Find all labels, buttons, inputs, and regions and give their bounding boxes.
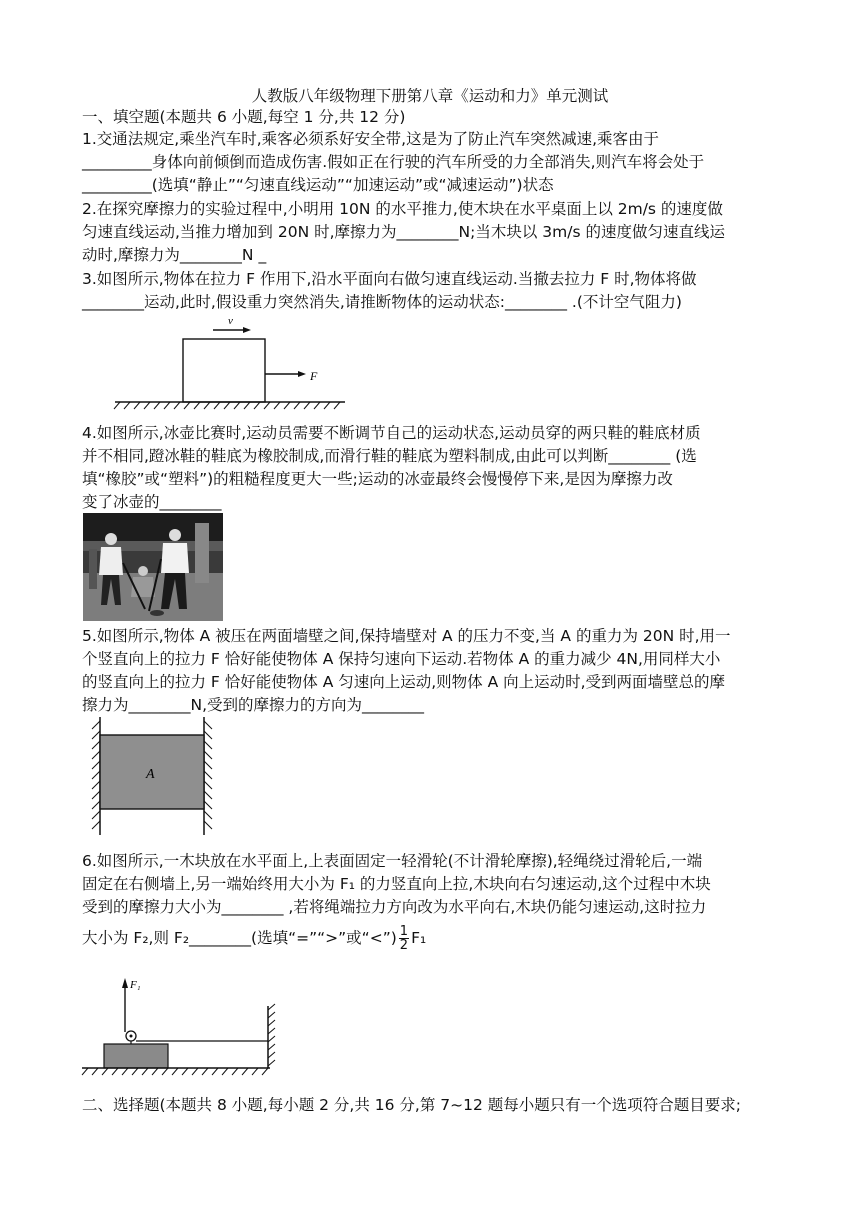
force-f1-label: F₁ xyxy=(130,979,141,991)
question-2-line-3: 动时,摩擦力为________N _ xyxy=(82,246,267,264)
question-5-line-4: 擦力为________N,受到的摩擦力的方向为________ xyxy=(82,696,425,714)
question-2-line-1: 2.在探究摩擦力的实验过程中,小明用 10N 的水平推力,使木块在水平桌面上以 2m/s 的速度做 xyxy=(82,200,723,218)
section-heading-fill-in: 一、填空题(本题共 6 小题,每空 1 分,共 12 分) xyxy=(82,108,406,126)
question-6-line-3: 受到的摩擦力大小为________ ,若将绳端拉力方向改为水平向右,木块仍能匀速运动,这时拉力 xyxy=(82,898,707,916)
question-3-line-1: 3.如图所示,物体在拉力 F 作用下,沿水平面向右做匀速直线运动.当撤去拉力 F 时,物体将做 xyxy=(82,270,697,288)
question-6-line-4-prefix: 大小为 F₂,则 F₂________(选填“=”“>”或“<”) xyxy=(82,929,397,947)
question-2-line-2: 匀速直线运动,当推力增加到 20N 时,摩擦力为________N;当木块以 3m/s 的速度做匀速直线运 xyxy=(82,223,725,241)
question-1-line-3: _________(选填“静止”“匀速直线运动”“加速运动”或“减速运动”)状态 xyxy=(82,176,554,194)
velocity-label: v xyxy=(228,315,233,327)
question-6-line-4-suffix: F₁ xyxy=(411,929,427,947)
one-half-fraction: $\frac{1}{2}$ xyxy=(399,924,409,953)
force-arrow-icon xyxy=(122,978,128,988)
question-4-line-2: 并不相同,蹬冰鞋的鞋底为橡胶制成,而滑行鞋的鞋底为塑料制成,由此可以判断________ (选 xyxy=(82,447,697,465)
question-6-line-1: 6.如图所示,一木块放在水平面上,上表面固定一轻滑轮(不计滑轮摩擦),轻绳绕过滑轮后,一端 xyxy=(82,852,703,870)
question-3-line-2: ________运动,此时,假设重力突然消失,请推断物体的运动状态:________ .(不计空气阻力) xyxy=(82,293,682,311)
question-4-line-1: 4.如图所示,冰壶比赛时,运动员需要不断调节自己的运动状态,运动员穿的两只鞋的鞋底材质 xyxy=(82,424,701,442)
block-a-label: A xyxy=(146,767,155,782)
block-between-walls-figure xyxy=(85,713,215,839)
question-4-line-4: 变了冰壶的________ xyxy=(82,493,222,511)
question-6-line-4 xyxy=(82,925,782,952)
question-5-line-2: 个竖直向上的拉力 F 恰好能使物体 A 保持匀速向下运动.若物体 A 的重力减少 4N,用同样大小 xyxy=(82,650,721,668)
question-5-line-3: 的竖直向上的拉力 F 恰好能使物体 A 匀速向上运动,则物体 A 向上运动时,受到两面墙壁总的摩 xyxy=(82,673,726,691)
wood-block xyxy=(104,1044,168,1068)
question-5-line-1: 5.如图所示,物体 A 被压在两面墙壁之间,保持墙壁对 A 的压力不变,当 A 的重力为 20N 时,用一 xyxy=(82,627,731,645)
question-6-line-2: 固定在右侧墙上,另一端始终用大小为 F₁ 的力竖直向上拉,木块向右匀速运动,这个过程中木块 xyxy=(82,875,711,893)
question-4-line-3: 填“橡胶”或“塑料”)的粗糙程度更大一些;运动的冰壶最终会慢慢停下来,是因为摩擦力改 xyxy=(82,470,673,488)
block-rect xyxy=(183,339,265,402)
curling-photo xyxy=(83,513,223,621)
force-label: F xyxy=(310,369,318,383)
pulley-block-figure xyxy=(80,970,280,1082)
section-heading-choice: 二、选择题(本题共 8 小题,每小题 2 分,共 16 分,第 7~12 题每小题只有一个选项符合题目要求; xyxy=(82,1096,741,1114)
page-title: 人教版八年级物理下册第八章《运动和力》单元测试 xyxy=(251,87,609,105)
question-1-line-2: _________身体向前倾倒而造成伤害.假如正在行驶的汽车所受的力全部消失,则汽车将会处于 xyxy=(82,153,705,171)
question-1-line-1: 1.交通法规定,乘坐汽车时,乘客必须系好安全带,这是为了防止汽车突然减速,乘客由于 xyxy=(82,130,659,148)
block-on-surface-figure xyxy=(110,312,360,412)
